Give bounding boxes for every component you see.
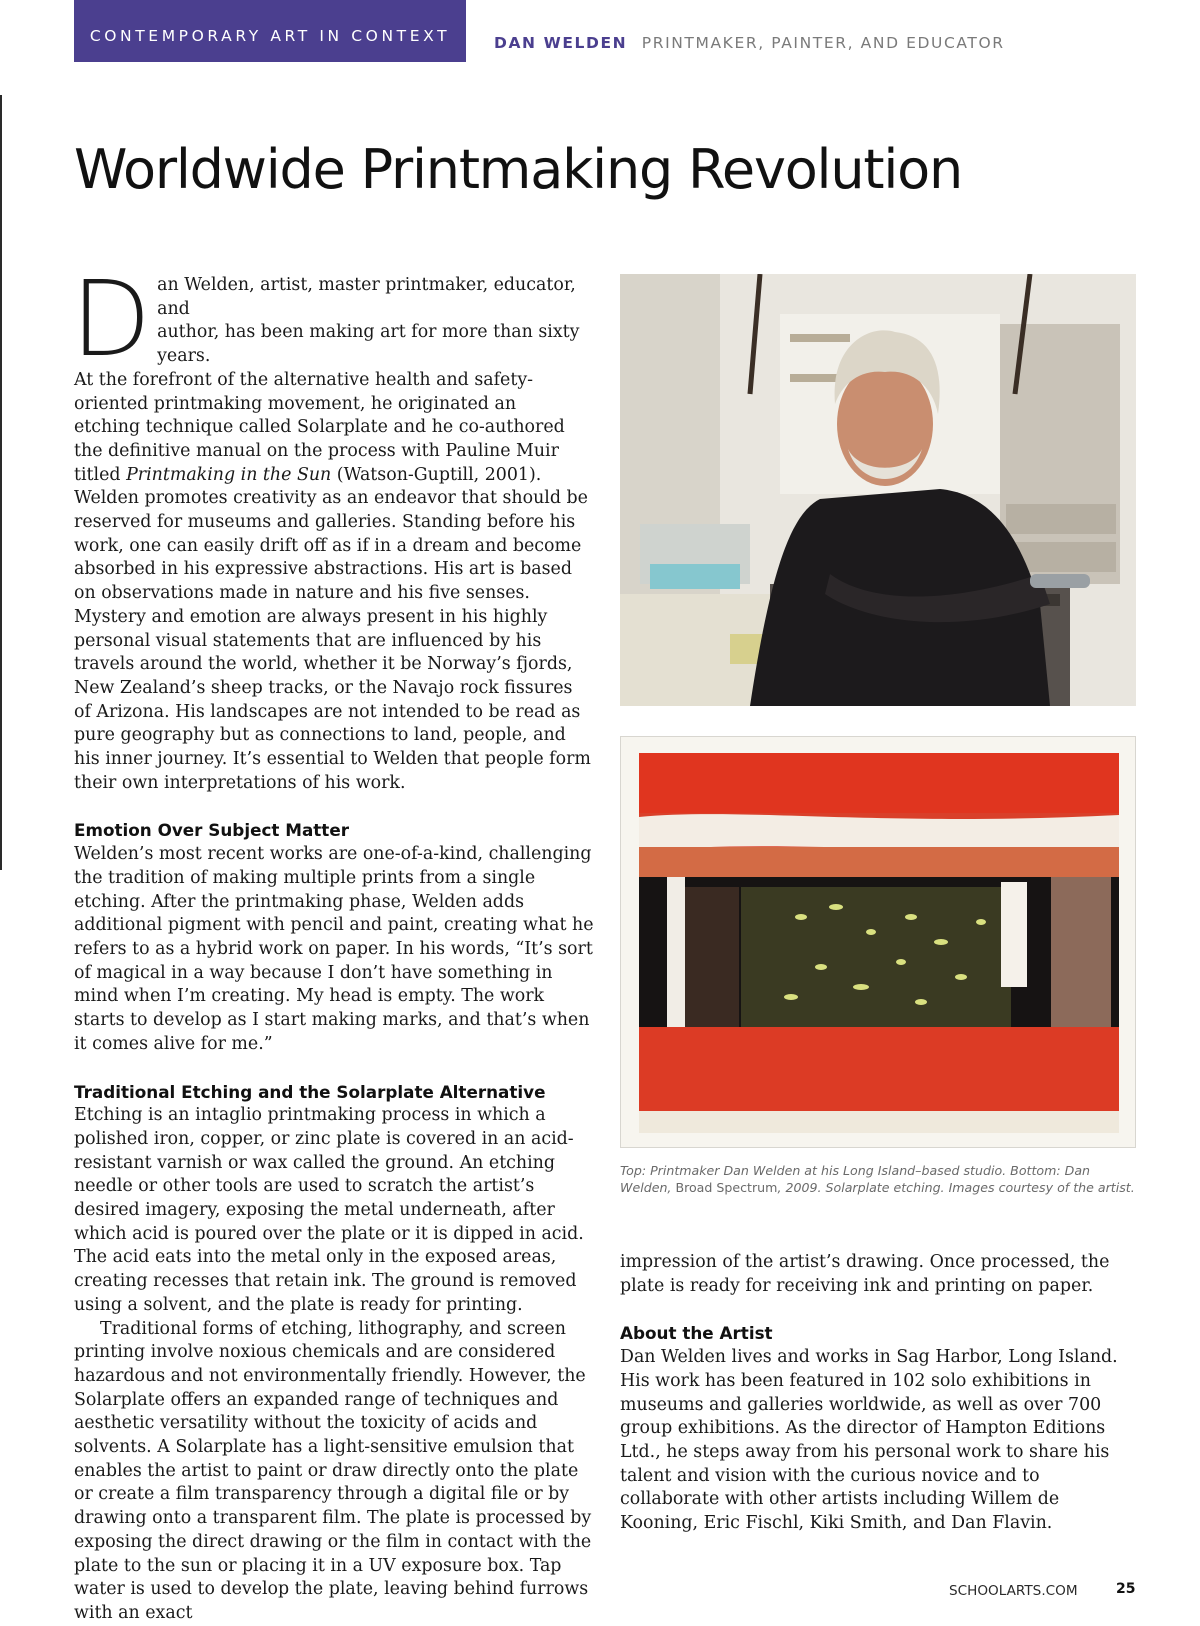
- lede-line: an Welden, artist, master printmaker, educator, and: [157, 275, 576, 319]
- etching-paragraph-2: Traditional forms of etching, lithography, and screen printing involve noxious chemicals and are considered hazardous and not environmentally friendly. However, the Solarplate offers an expanded range of techniques and aesthetic versatility without the toxicity of acids and solvents. A Solarplate has a light-sensitive emulsion that enables the artist to paint or draw directly onto the plate or create a film transparency through a digital file or by drawing onto a transparent film. The plate is processed by exposing the direct drawing or the film in contact with the plate to the sun or placing it in a UV exposure box. Tap water is used to develop the plate, leaving behind furrows with an exact: [74, 1318, 592, 1623]
- artist-tagline: PRINTMAKER, PAINTER, AND EDUCATOR: [641, 34, 1005, 52]
- artist-header: [494, 34, 1005, 52]
- left-column: [71, 258, 594, 1626]
- page-title: Worldwide Printmaking Revolution: [74, 138, 963, 201]
- broad-spectrum-artwork: [621, 737, 1137, 1149]
- caption-text: Top: Printmaker Dan Welden at his Long Island–based studio. Bottom: Dan Welden,: [620, 1163, 1091, 1195]
- book-title: Printmaking in the Sun: [126, 464, 332, 485]
- etching-paragraph-1: Etching is an intaglio printmaking process in which a polished iron, copper, or zinc plate is covered in an acid-resistant varnish or wax called the ground. An etching needle or other tools are used to scratch the artist’s desired imagery, exposing the metal underneath, after which acid is poured over the plate or it is dipped in acid. The acid eats into the metal only in the exposed areas, creating recesses that retain ink. The ground is removed using a solvent, and the plate is ready for printing.: [74, 1105, 584, 1315]
- etching-paragraph-cont: impression of the artist’s drawing. Once processed, the plate is ready for receiving ink and printing on paper.: [620, 1252, 1110, 1296]
- lede-body: etching technique called Solarplate and he co-authored the definitive manual on the process with Pauline Muir titled: [74, 417, 565, 485]
- drop-cap: D: [71, 258, 152, 380]
- artist-name: DAN WELDEN: [494, 34, 628, 52]
- artwork-frame: [620, 736, 1136, 1148]
- emotion-heading: Emotion Over Subject Matter: [74, 820, 349, 841]
- lede-line: At the forefront of the alternative health and safety-: [74, 369, 534, 390]
- right-column: [620, 1251, 1132, 1536]
- artist-studio-photo: [620, 274, 1136, 706]
- about-heading: About the Artist: [620, 1323, 773, 1344]
- artist-studio-illustration: [620, 274, 1136, 706]
- etching-heading: Traditional Etching and the Solarplate Alternative: [74, 1081, 546, 1102]
- page-number: 25: [1116, 1581, 1136, 1597]
- margin-rule: [0, 95, 2, 870]
- lede-line: oriented printmaking movement, he originated an: [74, 393, 517, 414]
- caption-work-title: Broad Spectrum: [675, 1180, 778, 1195]
- lede-paragraph: [71, 258, 594, 795]
- caption-text-cont: , 2009. Solarplate etching. Images courtesy of the artist.: [777, 1180, 1135, 1195]
- lede-body-cont: (Watson-Guptill, 2001). Welden promotes creativity as an endeavor that should be reserved for museums and galleries. Standing before his work, one can easily drift off as if in a dream and become absorbed in his expressive abstractions. His art is based on observations made in nature and his five senses. Mystery and emotion are always present in his highly personal visual statements that are influenced by his travels around the world, whether it be Norway’s fjords, New Zealand’s sheep tracks, or the Navajo rock fissures of Arizona. His landscapes are not intended to be read as pure geography but as connections to land, people, and his inner journey. It’s essential to Welden that people form their own interpretations of his work.: [74, 464, 591, 793]
- emotion-paragraph: Welden’s most recent works are one-of-a-kind, challenging the tradition of making multiple prints from a single etching. After the printmaking phase, Welden adds additional pigment with pencil and paint, creating what he refers to as a hybrid work on paper. In his words, “It’s sort of magical in a way because I don’t have something in mind when I’m creating. My head is empty. The work starts to develop as I start making marks, and that’s when it comes alive for me.”: [74, 844, 594, 1054]
- footer-site: SCHOOLARTS.COM: [949, 1583, 1078, 1599]
- lede-line: author, has been making art for more than sixty years.: [157, 322, 580, 367]
- section-label: CONTEMPORARY ART IN CONTEXT: [89, 27, 451, 45]
- section-banner: [74, 0, 466, 62]
- about-paragraph: Dan Welden lives and works in Sag Harbor, Long Island. His work has been featured in 102 solo exhibitions in museums and galleries worldwide, as well as over 700 group exhibitions. As the director of Hampton Editions Ltd., he steps away from his personal work to share his talent and vision with the curious novice and to collaborate with other artists including Willem de Kooning, Eric Fischl, Kiki Smith, and Dan Flavin.: [620, 1347, 1118, 1534]
- photo-caption: [620, 1162, 1136, 1196]
